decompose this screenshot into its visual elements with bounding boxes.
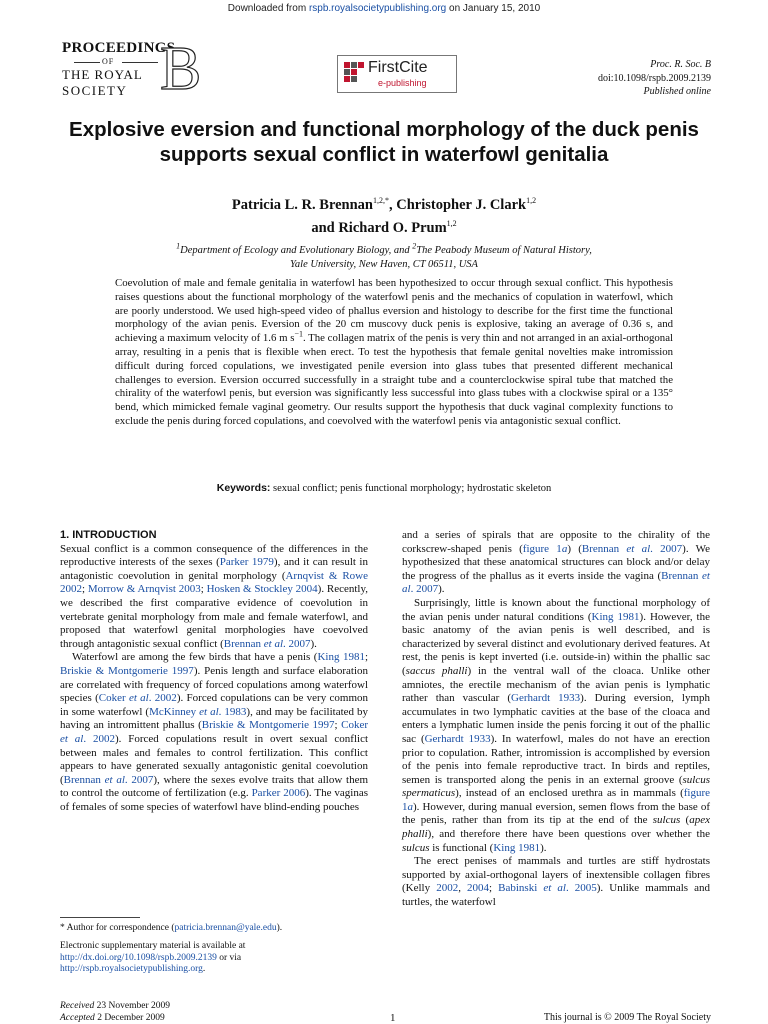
- body-paragraph: Surprisingly, little is known about the functional morphology of the avian penis under natural conditions (King 1981). However, the basic anatomy of the avian penis is well described, and is characterized by several distinct and evolutionary derived features. At rest, the penis is kept inverted (i.e. outside-in) within the phallic sac (saccus phalli) in the ventral wall of the cloaca. Unlike other amniotes, the erectile mechanism of the avian penis is lymphatic rather than vascular (Gerhardt 1933). During eversion, lymph accumulates in two lymphatic cavities at the base of the cloaca and enters a lymphatic lumen inside the penis forcing it out of the phallic sac (Gerhardt 1933). In waterfowl, males do not have an erection prior to copulation. Rather, intromission is accomplished by eversion of the penis into female reproductive tract. In birds and reptiles, semen is transported along the penis in an external groove (sulcus spermaticus), instead of an enclosed urethra as in mammals (figure 1a). However, during manual eversion, semen flows from the base of the penis, rather than from its tip at the end of the sulcus (apex phalli), and therefore there have been questions over whether the sulcus is functional (King 1981).: [402, 596, 711, 854]
- citation-link[interactable]: Coker: [341, 719, 368, 732]
- citation-link[interactable]: Gerhardt 1933: [424, 732, 491, 745]
- citation-link[interactable]: figure 1: [522, 542, 562, 555]
- logo-society: SOCIETY: [62, 83, 128, 98]
- citation-link[interactable]: King 1981: [317, 651, 365, 664]
- firstcite-sub: e-publishing: [378, 78, 427, 88]
- body-paragraph: and a series of spirals that are opposite to the chirality of the corkscrew-shaped penis (figure 1a) (Brennan et al. 2007). We hypothesized that these anatomical structures can block and/or delay the progress of the phallus as it everts inside the vagina (Brennan et al. 2007).: [402, 529, 711, 596]
- citation-link[interactable]: . 2002: [148, 692, 177, 705]
- citation-link[interactable]: Morrow & Arnqvist 2003: [87, 583, 201, 596]
- publication-status: Published online: [643, 86, 711, 97]
- citation-link[interactable]: patricia.brennan@yale.edu: [174, 923, 277, 933]
- citation-link[interactable]: . 2007: [124, 773, 154, 786]
- citation-link[interactable]: . 2007: [650, 542, 683, 555]
- citation-link[interactable]: Hosken & Stockley 2004: [206, 583, 318, 596]
- citation-link[interactable]: et al: [60, 732, 84, 745]
- received-dates: Received 23 November 2009 Accepted 2 December 2009: [60, 1001, 171, 1023]
- doi: doi:10.1098/rspb.2009.2139: [597, 72, 711, 84]
- citation-link[interactable]: Briskie & Montgomerie 1997: [60, 664, 194, 677]
- citation-link[interactable]: Brennan: [223, 637, 264, 650]
- article-title: Explosive eversion and functional morphology of the duck penis supports sexual conflict in waterfowl genitalia: [69, 118, 699, 166]
- citation-link[interactable]: et al: [104, 773, 125, 786]
- page-number: 1: [390, 1012, 396, 1024]
- correspondence-footnote: * Author for correspondence (patricia.brennan@yale.edu).: [60, 923, 283, 933]
- citation-link[interactable]: . 1983: [218, 705, 247, 718]
- journal-copyright: This journal is © 2009 The Royal Society: [543, 1012, 711, 1023]
- footnotes: [60, 923, 368, 976]
- footnote-rule: [60, 917, 140, 918]
- royal-society-logo: [62, 35, 202, 103]
- author-name: Patricia L. R. Brennan: [231, 197, 373, 213]
- citation-link[interactable]: Brennan: [63, 773, 105, 786]
- citation-link[interactable]: et al: [543, 882, 566, 895]
- citation-link[interactable]: . 2007: [283, 637, 311, 650]
- citation-link[interactable]: King 1981: [493, 841, 541, 854]
- download-notice: Downloaded from rspb.royalsocietypublishing.org on January 15, 2010: [227, 3, 541, 14]
- citation-link[interactable]: Parker 2006: [251, 787, 306, 800]
- logo-the-royal: THE ROYAL: [62, 67, 143, 82]
- citation-link[interactable]: . 2002: [83, 732, 115, 745]
- author-name: Richard O. Prum: [338, 220, 447, 236]
- firstcite-badge: [337, 55, 457, 93]
- body-paragraph: The erect penises of mammals and turtles are stiff hydrostats supported by axial-orthogonal layers of inextensible collagen fibres (Kelly 2002, 2004; Babinski et al. 2005). Unlike mammals and turtles, the waterfowl: [402, 855, 710, 909]
- citation-link[interactable]: a: [407, 800, 413, 813]
- citation-link[interactable]: http://rspb.royalsocietypublishing.org: [60, 964, 203, 975]
- keywords-label: Keywords:: [216, 482, 271, 494]
- logo-rule-left: [74, 62, 100, 63]
- abstract: Coevolution of male and female genitalia in waterfowl has been hypothesized to occur through sexual conflict. This hypothesis raises questions about the functional morphology of the waterfowl penis and the mechanics of copulation in waterfowl, which are poorly understood. We used high-speed video of phallus eversion and histology to describe for the first time the functional morphology of the avian penis. Eversion of the 20 cm muscovy duck penis is explosive, taking an average of 0.36 s, and achieving a maximum velocity of 1.6 m $s^{-1}$. The collagen matrix of the penis is very thin and not arranged in an axial-orthogonal array, resulting in a penis that is flexible when erect. To test the hypothesis that female genital novelties make intromission difficult during forced copulations, we investigated penile eversion into glass tubes that presented different mechanical challenges to eversion. Eversion occurred successfully in a straight tube and a counterclockwise spiral tube that matched the chirality of the waterfowl penis, but eversion was significantly less successful into glass tubes with a clockwise spiral or a 135° bend, which mimicked female vaginal geometry. Our results support the hypothesis that duck vaginal complexity functions to exclude the penis during forced copulations, and coevolved with the waterfowl penis via antagonistic sexual conflict.: [115, 277, 673, 427]
- citation-link[interactable]: et al: [626, 542, 651, 555]
- citation-link[interactable]: Gerhardt 1933: [511, 692, 581, 705]
- right-column: [402, 529, 710, 910]
- citation-link[interactable]: http://dx.doi.org/10.1098/rspb.2009.2139: [60, 952, 217, 963]
- citation-link[interactable]: Coker: [98, 692, 129, 705]
- section-heading: 1. INTRODUCTION: [60, 529, 157, 541]
- supplementary-footnote: Electronic supplementary material is available at http://dx.doi.org/10.1098/rspb.2009.2139 or via http://rspb.royalsocietypublishing.org.: [60, 940, 246, 975]
- firstcite-mark-icon: [344, 62, 364, 84]
- left-column: [60, 529, 368, 814]
- journal-name: Proc. R. Soc. B: [650, 59, 711, 70]
- citation-link[interactable]: a: [561, 542, 568, 555]
- keywords: Keywords: sexual conflict; penis functional morphology; hydrostatic skeleton: [216, 482, 552, 494]
- citation-link[interactable]: figure 1: [402, 787, 710, 813]
- intro-paragraph: Sexual conflict is a common consequence of the differences in the reproductive interests of the sexes (Parker 1979), and it can result in antagonistic coevolution in genital morphology (Arnqvist & Rowe 2002; Morrow & Arnqvist 2003; Hosken & Stockley 2004). Recently, we described the first comparative evidence of coevolution in vertebrate genital morphology from male and female waterfowl, and proposed that waterfowl genital morphologies have coevolved through antagonistic sexual conflict (Brennan et al. 2007).: [60, 542, 368, 650]
- citation-link[interactable]: Arnqvist & Rowe 2002: [60, 569, 368, 596]
- citation-link[interactable]: 2004: [467, 882, 490, 895]
- citation-link[interactable]: Parker 1979: [219, 556, 274, 569]
- citation-link[interactable]: Briskie & Montgomerie 1997: [201, 719, 335, 732]
- citation-link[interactable]: Babinski: [498, 882, 544, 895]
- citation-link[interactable]: Brennan: [581, 542, 627, 555]
- citation-link[interactable]: et al: [199, 705, 219, 718]
- download-site-link[interactable]: rspb.royalsocietypublishing.org: [308, 3, 447, 14]
- author-list: Patricia L. R. Brennan$^{1,2,*}$, Christopher J. Clark$^{1,2}$ and Richard O. Prum$^{1,2}$: [231, 196, 537, 236]
- firstcite-name: FirstCite: [368, 59, 428, 76]
- logo-of: OF: [102, 57, 115, 66]
- citation-link[interactable]: . 2007: [410, 583, 439, 596]
- citation-link[interactable]: et al: [402, 569, 710, 596]
- citation-link[interactable]: McKinney: [149, 705, 200, 718]
- author-name: Christopher J. Clark: [396, 197, 527, 213]
- citation-link[interactable]: Brennan: [661, 569, 703, 582]
- logo-letter-b: B: [160, 35, 202, 103]
- citation-link[interactable]: et al: [128, 692, 149, 705]
- logo-rule-right: [122, 62, 158, 63]
- citation-link[interactable]: et al: [263, 637, 283, 650]
- logo-proceedings: PROCEEDINGS: [62, 40, 176, 56]
- article-meta: [598, 58, 711, 99]
- affiliations: $^1$Department of Ecology and Evolutionary Biology, and $^2$The Peabody Museum of Natural History, Yale University, New Haven, CT 06511, USA: [176, 241, 592, 270]
- intro-paragraph: Waterfowl are among the few birds that have a penis (King 1981; Briskie & Montgomerie 1997). Penis length and surface elaboration are correlated with frequency of forced copulations among waterfowl species (Coker et al. 2002). Forced copulations can be very common in some waterfowl (McKinney et al. 1983), and may be facilitated by having an intromittent phallus (Briskie & Montgomerie 1997; Coker et al. 2002). Forced copulations result in overt sexual conflict between males and females to control fertilization. This conflict appears to have generated sexually antagonistic genital coevolution (Brennan et al. 2007), where the sexes evolve traits that allow them to control the outcome of fertilization (e.g. Parker 2006). The vaginas of females of some species of waterfowl have blind-ending pouches: [60, 651, 369, 813]
- citation-link[interactable]: . 2005: [565, 882, 597, 895]
- citation-link[interactable]: King 1981: [591, 610, 640, 623]
- citation-link[interactable]: 2002: [436, 882, 459, 895]
